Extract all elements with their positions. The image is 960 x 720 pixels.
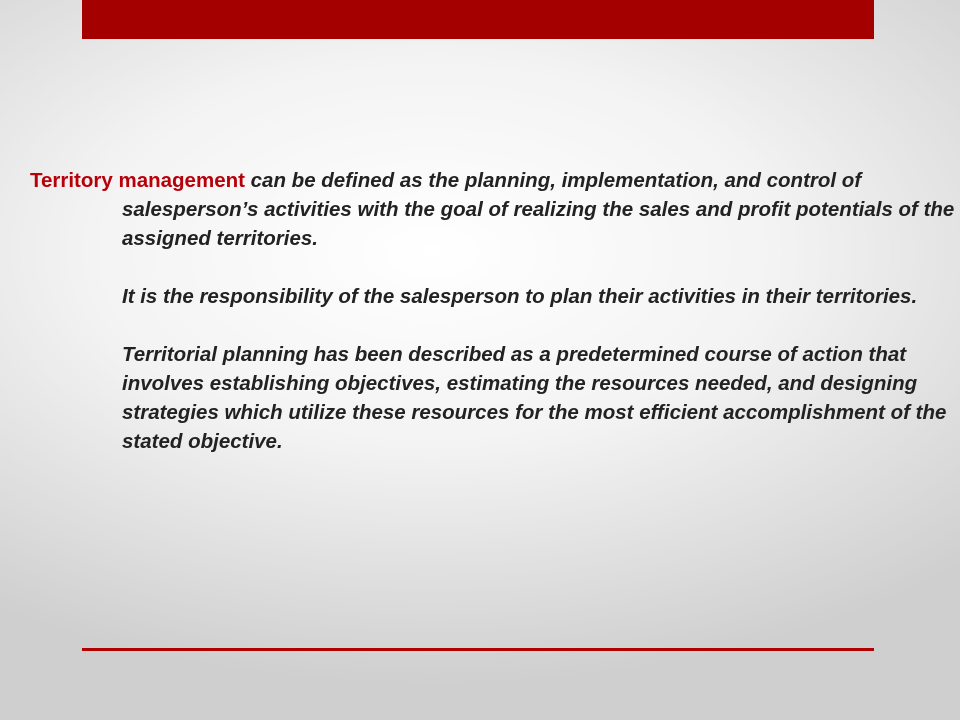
term-management: management: [118, 169, 245, 192]
top-accent-bar: [82, 0, 874, 39]
bottom-divider: [82, 648, 874, 651]
planning-paragraph: Territorial planning has been described as a predetermined course of action that involves establishing objectives, estimating the resources needed, and designing strategies which utilize these resources for the most efficient accomplishment of the stated objective.: [122, 343, 947, 453]
responsibility-paragraph: It is the responsibility of the salesperson to plan their activities in their territories.: [122, 285, 918, 308]
definition-text: can be defined as the planning, implementation, and control of salesperson’s activities with the goal of realizing the sales and profit potentials of the assigned territories.: [122, 169, 955, 250]
definition-paragraph: [30, 166, 960, 253]
term-territory: Territory: [30, 169, 113, 192]
slide-body: [30, 166, 960, 456]
